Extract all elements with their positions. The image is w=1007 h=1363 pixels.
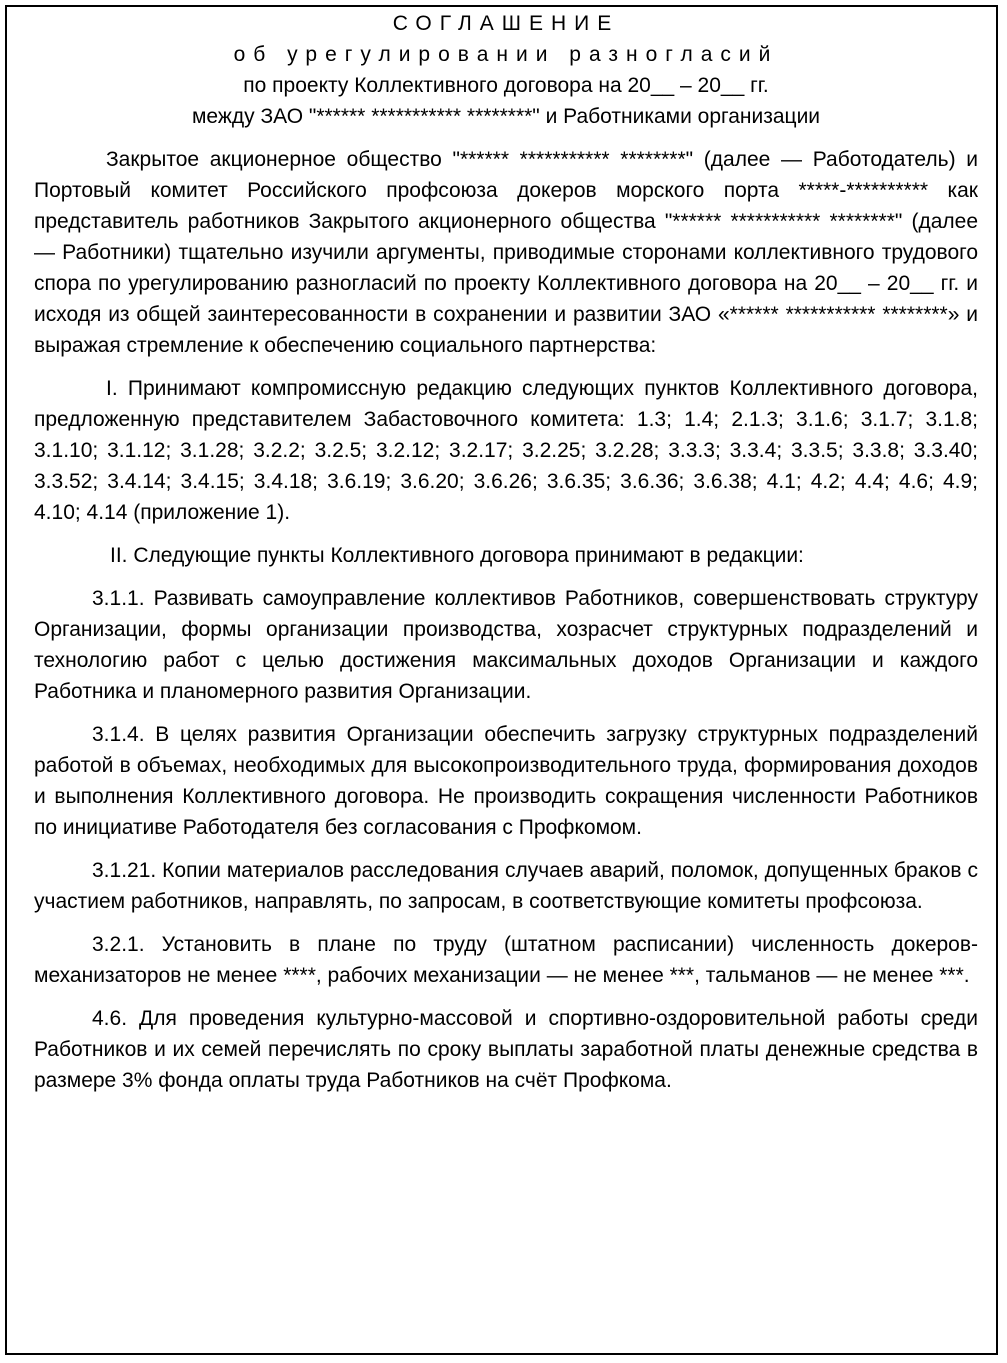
clause-3-1-21: 3.1.21. Копии материалов расследования случаев аварий, поломок, допущенных браков с участием работников, направлять, по запросам, в соответствующие комитеты профсоюза. xyxy=(34,859,978,913)
intro-paragraph: Закрытое акционерное общество "****** *********** ********" (далее — Работодатель) и Портовый комитет Российского профсоюза докеров морского порта *****-********** как представитель работников Закрытого акционерного общества "****** *********** ********" (далее — Работники) тщательно изучили аргументы, приводимые сторонами коллективного трудового спора по урегулированию разногласий по проекту Коллективного договора на 20__ – 20__ гг. и исходя из общей заинтересованности в сохранении и развитии ЗАО «****** *********** ********» и выражая стремление к обеспечению социального партнерства: xyxy=(34,148,978,357)
clause-3-1-4: 3.1.4. В целях развития Организации обеспечить загрузку структурных подразделений работой в объемах, необходимых для высокопроизводительного труда, формирования доходов и выполнения Коллективного договора. Не производить сокращения численности Работников по инициативе Работодателя без согласования с Профкомом. xyxy=(34,723,978,839)
section-1-paragraph: I. Принимают компромиссную редакцию следующих пунктов Коллективного договора, предложенную представителем Забастовочного комитета: 1.3; 1.4; 2.1.3; 3.1.6; 3.1.7; 3.1.8; 3.1.10; 3.1.12; 3.1.28; 3.2.2; 3.2.5; 3.2.12; 3.2.17; 3.2.25; 3.2.28; 3.3.3; 3.3.4; 3.3.5; 3.3.8; 3.3.40; 3.3.52; 3.4.14; 3.4.15; 3.4.18; 3.6.19; 3.6.20; 3.6.26; 3.6.35; 3.6.36; 3.6.38; 4.1; 4.2; 4.4; 4.6; 4.9; 4.10; 4.14 (приложение 1). xyxy=(34,377,978,524)
clause-3-2-1: 3.2.1. Установить в плане по труду (штатном расписании) численность докеров-механизаторов не менее ****, рабочих механизации — не менее ***, тальманов — не менее ***. xyxy=(34,933,978,987)
document-subheading: об урегулировании разногласий xyxy=(233,43,779,66)
document-title-line-4: между ЗАО "****** *********** ********" и Работниками организации xyxy=(191,105,821,128)
document-title-block xyxy=(34,8,978,132)
section-2-heading: II. Следующие пункты Коллективного договора принимают в редакции: xyxy=(110,544,804,567)
clause-4-6: 4.6. Для проведения культурно-массовой и спортивно-оздоровительной работы среди Работников и их семей перечислять по сроку выплаты заработной платы денежные средства в размере 3% фонда оплаты труда Работников на счёт Профкома. xyxy=(34,1007,978,1092)
clause-3-1-1: 3.1.1. Развивать самоуправление коллективов Работников, совершенствовать структуру Организации, формы организации производства, хозрасчет структурных подразделений и технологию работ с целью достижения максимальных доходов Организации и каждого Работника и планомерного развития Организации. xyxy=(34,587,978,703)
document xyxy=(34,8,978,1096)
document-title-line-3: по проекту Коллективного договора на 20__ – 20__ гг. xyxy=(243,74,769,97)
document-heading: СОГЛАШЕНИЕ xyxy=(392,12,620,35)
